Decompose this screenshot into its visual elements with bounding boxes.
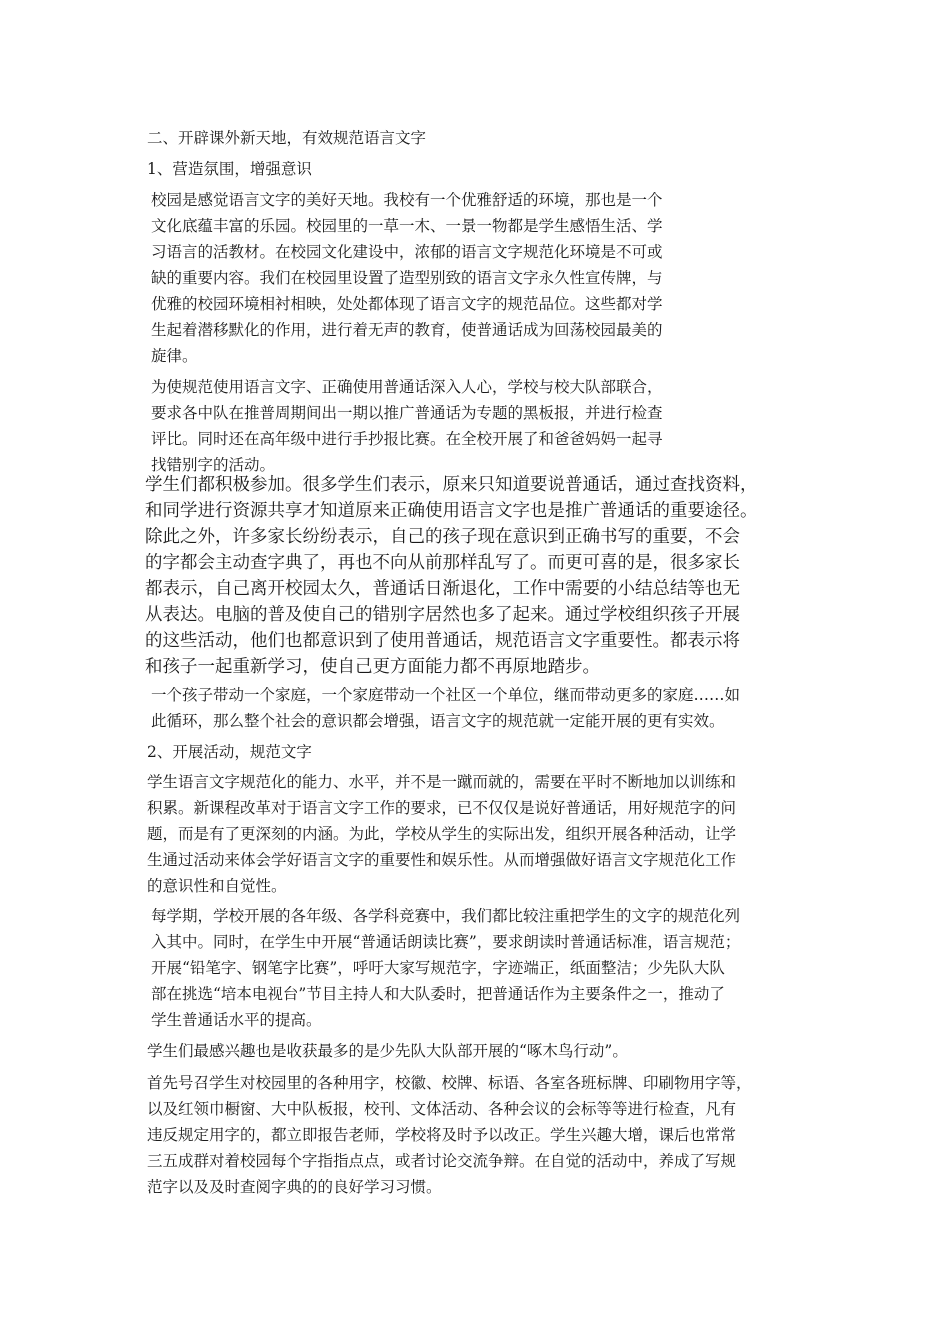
paragraph-line: 的这些活动，他们也都意识到了使用普通话，规范语言文字重要性。都表示将	[145, 631, 740, 651]
paragraph-line: 违反规定用字的，都立即报告老师，学校将及时予以改正。学生兴趣大增，课后也常常	[147, 1126, 737, 1144]
paragraph-line: 找错别字的活动。	[151, 456, 276, 474]
paragraph-line: 评比。同时还在高年级中进行手抄报比赛。在全校开展了和爸爸妈妈一起寻	[151, 430, 663, 448]
paragraph-line: 优雅的校园环境相衬相映，处处都体现了语言文字的规范品位。这些都对学	[151, 295, 663, 313]
subsection-heading: 1、营造氛围，增强意识	[147, 160, 312, 178]
paragraph-line: 部在挑选“培本电视台”节目主持人和大队委时，把普通话作为主要条件之一，推动了	[151, 985, 725, 1003]
paragraph-line: 习语言的活教材。在校园文化建设中，浓郁的语言文字规范化环境是不可或	[151, 243, 663, 261]
paragraph-line: 要求各中队在推普周期间出一期以推广普通话为专题的黑板报，并进行检查	[151, 404, 663, 422]
paragraph-line: 以及红领巾橱窗、大中队板报，校刊、文体活动、各种会议的会标等等进行检查，凡有	[147, 1100, 737, 1118]
paragraph-line: 首先号召学生对校园里的各种用字，校徽、校牌、标语、各室各班标牌、印刷物用字等，	[147, 1074, 752, 1092]
paragraph-line: 学生语言文字规范化的能力、水平，并不是一蹴而就的，需要在平时不断地加以训练和	[147, 773, 737, 791]
paragraph-line: 的字都会主动查字典了，再也不向从前那样乱写了。而更可喜的是，很多家长	[145, 553, 740, 573]
paragraph-line: 从表达。电脑的普及使自己的错别字居然也多了起来。通过学校组织孩子开展	[145, 605, 740, 625]
paragraph-line: 和同学进行资源共享才知道原来正确使用语言文字也是推广普通话的重要途径。	[145, 501, 758, 521]
paragraph-line: 除此之外，许多家长纷纷表示，自己的孩子现在意识到正确书写的重要，不会	[145, 527, 740, 547]
paragraph-line: 学生们都积极参加。很多学生们表示，原来只知道要说普通话，通过查找资料，	[145, 475, 758, 495]
paragraph-line: 三五成群对着校园每个字指指点点，或者讨论交流争辩。在自觉的活动中，养成了写规	[147, 1152, 737, 1170]
paragraph-line: 为使规范使用语言文字、正确使用普通话深入人心，学校与校大队部联合，	[151, 378, 663, 396]
paragraph-line: 和孩子一起重新学习，使自己更方面能力都不再原地踏步。	[145, 657, 600, 677]
paragraph-line: 生通过活动来体会学好语言文字的重要性和娱乐性。从而增强做好语言文字规范化工作	[147, 851, 737, 869]
paragraph-line: 积累。新课程改革对于语言文字工作的要求，已不仅仅是说好普通话，用好规范字的问	[147, 799, 737, 817]
paragraph-line: 题，而是有了更深刻的内涵。为此，学校从学生的实际出发，组织开展各种活动，让学	[147, 825, 737, 843]
section-heading: 二、开辟课外新天地，有效规范语言文字	[147, 129, 427, 147]
paragraph-line: 缺的重要内容。我们在校园里设置了造型别致的语言文字永久性宣传牌，与	[151, 269, 663, 287]
paragraph-line: 开展“铅笔字、钢笔字比赛”，呼吁大家写规范字，字迹端正，纸面整洁；少先队大队	[151, 959, 725, 977]
paragraph-line: 的意识性和自觉性。	[147, 877, 287, 895]
paragraph-line: 学生们最感兴趣也是收获最多的是少先队大队部开展的“啄木鸟行动”。	[147, 1042, 628, 1060]
paragraph-line: 一个孩子带动一个家庭，一个家庭带动一个社区一个单位，继而带动更多的家庭……如	[151, 686, 741, 704]
paragraph-line: 都表示，自己离开校园太久，普通话日渐退化，工作中需要的小结总结等也无	[145, 579, 740, 599]
paragraph-line: 入其中。同时，在学生中开展“普通话朗读比赛”，要求朗读时普通话标准，语言规范；	[151, 933, 741, 951]
subsection-heading: 2、开展活动，规范文字	[147, 743, 312, 761]
paragraph-line: 每学期，学校开展的各年级、各学科竞赛中，我们都比较注重把学生的文字的规范化列	[151, 907, 741, 925]
paragraph-line: 校园是感觉语言文字的美好天地。我校有一个优雅舒适的环境，那也是一个	[151, 191, 663, 209]
paragraph-line: 此循环，那么整个社会的意识都会增强，语言文字的规范就一定能开展的更有实效。	[151, 712, 725, 730]
paragraph-line: 学生普通话水平的提高。	[151, 1011, 322, 1029]
paragraph-line: 文化底蕴丰富的乐园。校园里的一草一木、一景一物都是学生感悟生活、学	[151, 217, 663, 235]
paragraph-line: 范字以及及时查阅字典的的良好学习习惯。	[147, 1178, 442, 1196]
paragraph-line: 生起着潜移默化的作用，进行着无声的教育，使普通话成为回荡校园最美的	[151, 321, 663, 339]
paragraph-line: 旋律。	[151, 347, 198, 365]
